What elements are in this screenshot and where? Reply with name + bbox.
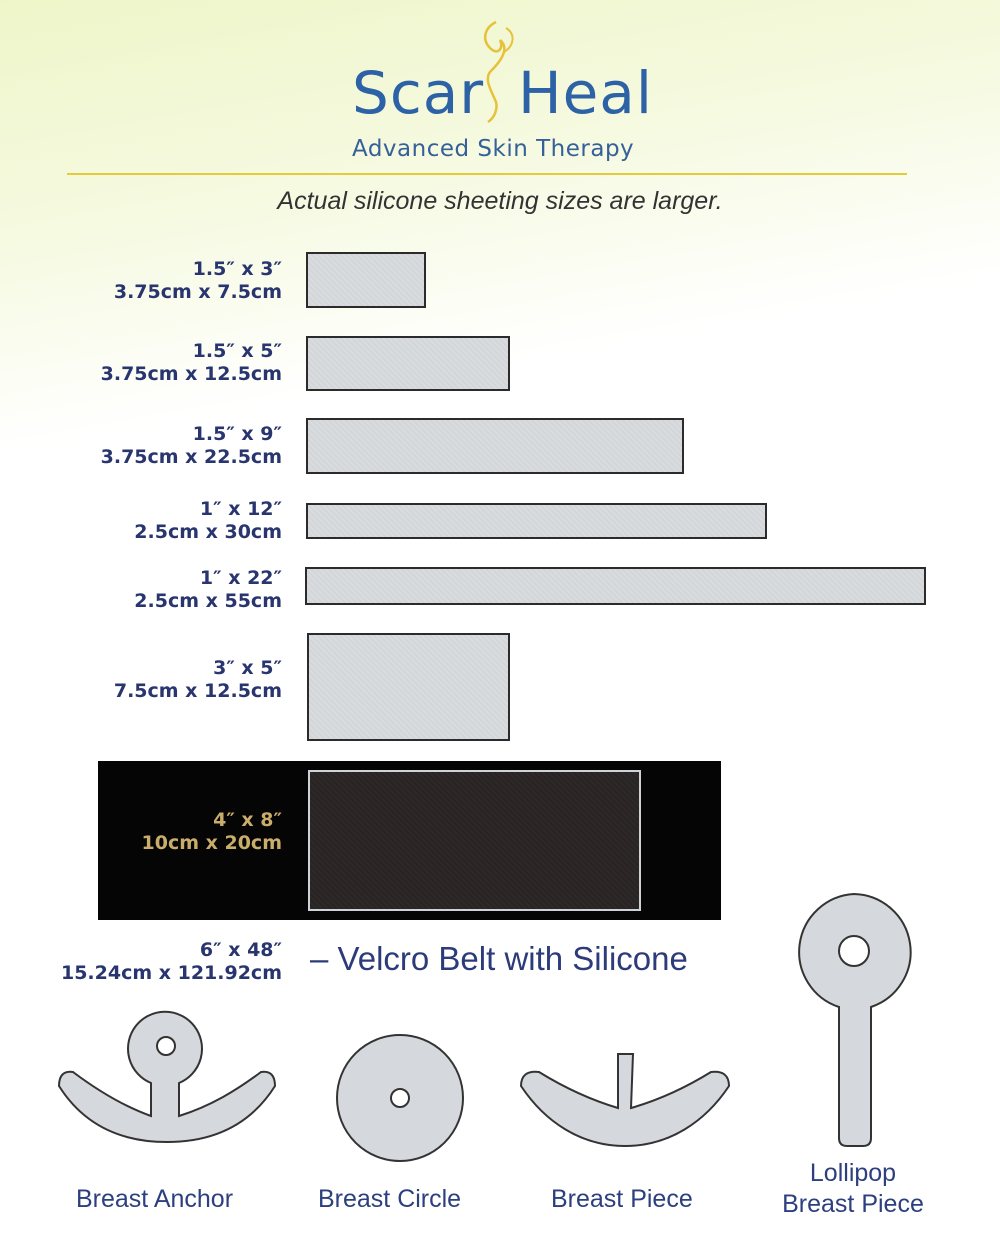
size-metric: 2.5cm x 55cm bbox=[134, 590, 282, 612]
size-imperial: 1″ x 22″ bbox=[199, 567, 282, 589]
shape-caption bbox=[776, 1158, 930, 1220]
belt-metric: 15.24cm x 121.92cm bbox=[60, 962, 282, 984]
brand-name-left: Scar bbox=[352, 59, 485, 127]
size-metric: 3.75cm x 12.5cm bbox=[100, 363, 282, 385]
size-label bbox=[134, 498, 282, 544]
size-note: Actual silicone sheeting sizes are larger. bbox=[277, 187, 723, 215]
belt-description: – Velcro Belt with Silicone bbox=[310, 940, 688, 977]
size-imperial: 1.5″ x 3″ bbox=[192, 258, 282, 280]
divider bbox=[67, 173, 907, 175]
shape-caption: Breast Circle bbox=[318, 1185, 462, 1213]
breast-anchor-shape bbox=[55, 1008, 279, 1148]
size-metric: 10cm x 20cm bbox=[141, 832, 282, 854]
silicone-sheet bbox=[305, 567, 926, 605]
belt-imperial: 6″ x 48″ bbox=[199, 939, 282, 961]
lollipop-breast-piece-shape bbox=[795, 892, 915, 1148]
size-imperial: 1.5″ x 5″ bbox=[192, 340, 282, 362]
size-label bbox=[114, 258, 282, 304]
silicone-sheet-dark bbox=[308, 770, 641, 911]
shape-caption-line: Lollipop bbox=[809, 1159, 897, 1187]
size-label bbox=[101, 423, 282, 469]
size-imperial: 4″ x 8″ bbox=[213, 809, 282, 831]
size-imperial: 1″ x 12″ bbox=[199, 498, 282, 520]
silicone-sheet bbox=[306, 336, 510, 391]
size-label bbox=[142, 809, 283, 855]
silicone-sheet bbox=[307, 633, 510, 741]
size-metric: 3.75cm x 7.5cm bbox=[113, 281, 282, 303]
silicone-sheet bbox=[306, 503, 767, 539]
shape-caption-line: Breast Piece bbox=[782, 1190, 924, 1218]
brand-tagline: Advanced Skin Therapy bbox=[352, 136, 635, 162]
breast-circle-shape bbox=[334, 1032, 466, 1164]
size-imperial: 1.5″ x 9″ bbox=[192, 423, 282, 445]
size-label bbox=[101, 340, 282, 386]
shape-caption: Breast Piece bbox=[551, 1185, 693, 1213]
belt-size-label bbox=[61, 939, 282, 985]
brand-name-right: Heal bbox=[518, 59, 653, 127]
size-label bbox=[114, 657, 282, 703]
size-label bbox=[134, 567, 282, 613]
size-metric: 2.5cm x 30cm bbox=[134, 521, 282, 543]
size-imperial: 3″ x 5″ bbox=[213, 657, 282, 679]
breast-piece-shape bbox=[517, 1050, 733, 1150]
shape-caption: Breast Anchor bbox=[76, 1185, 234, 1213]
size-metric: 3.75cm x 22.5cm bbox=[100, 446, 282, 468]
silicone-sheet bbox=[306, 252, 426, 308]
silicone-sheet bbox=[306, 418, 684, 474]
size-metric: 7.5cm x 12.5cm bbox=[113, 680, 282, 702]
